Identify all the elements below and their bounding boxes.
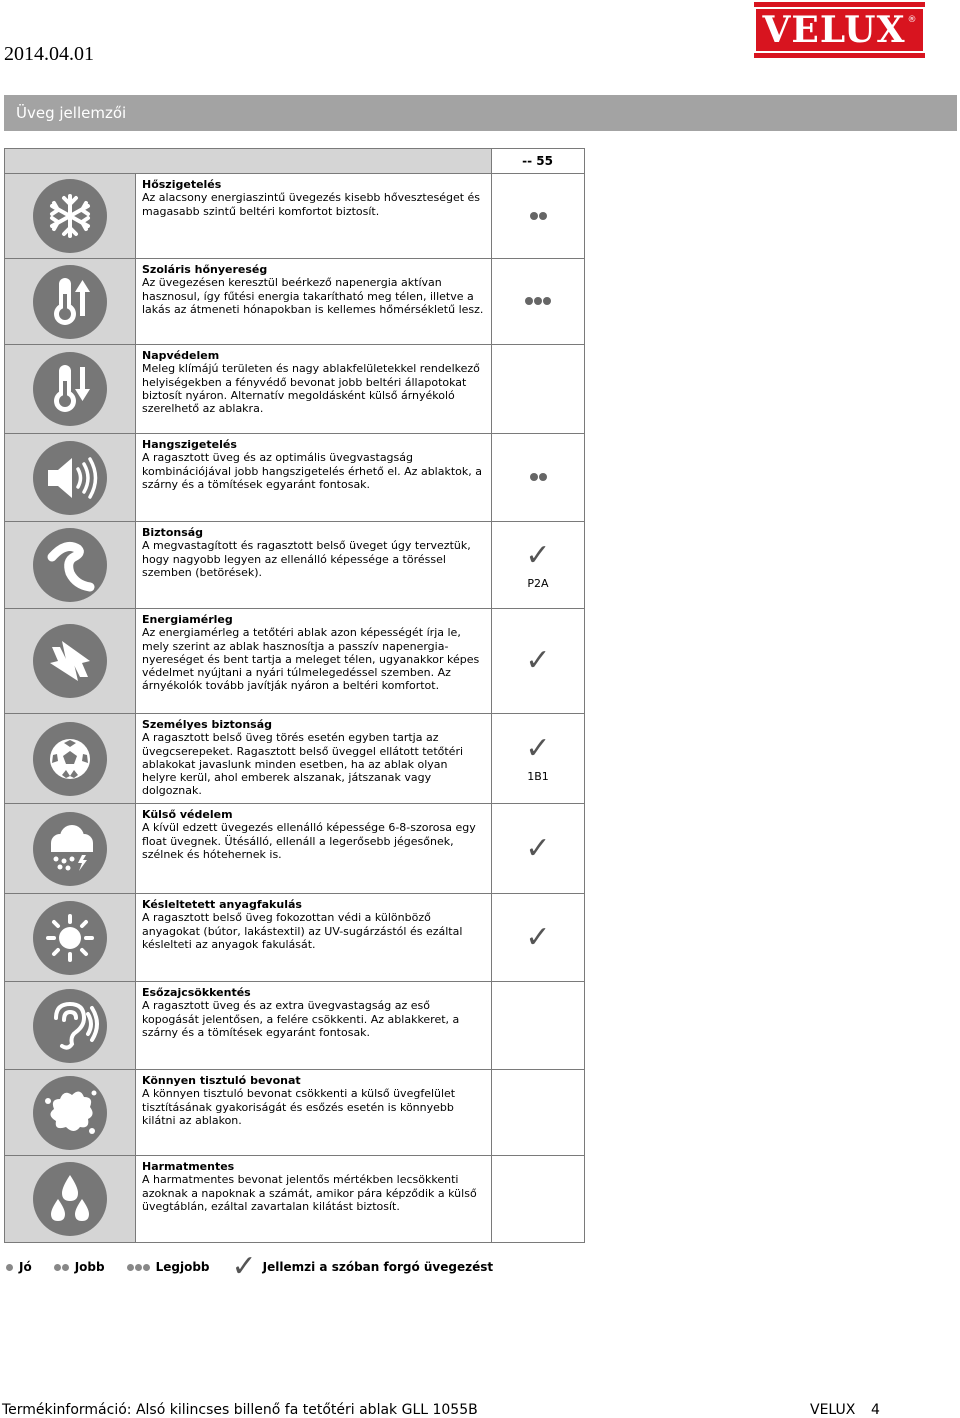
velux-logo: [754, 2, 925, 58]
logo-registered-mark: ®: [907, 15, 917, 25]
rating-check: [492, 919, 584, 955]
feature-rating-cell: [492, 714, 585, 804]
footer-product-info: Termékinformáció: Alsó kilincses billenő fa tetőtéri ablak GLL 1055B: [2, 1402, 478, 1418]
section-title: Üveg jellemzői: [16, 104, 127, 122]
feature-description-cell: [136, 982, 492, 1070]
feature-text: A megvastagított és ragasztott belső üveget úgy terveztük, hogy nagyobb legyen az ellenálló képessége a töréssel szemben (betörések).: [142, 539, 471, 579]
dot: [525, 297, 533, 305]
check-icon: ✓: [525, 830, 551, 866]
table-row: [5, 259, 585, 345]
dot: [530, 473, 538, 481]
feature-title: Könnyen tisztuló bevonat: [142, 1074, 301, 1087]
feature-text: A könnyen tisztuló bevonat csökkenti a külső üvegfelület tisztításának gyakoriságát és esőzés esetén is könnyebb kilátni az ablakon.: [142, 1087, 456, 1127]
feature-title: Biztonság: [142, 526, 204, 539]
table-row: [5, 1070, 585, 1156]
feature-title: Hangszigetelés: [142, 438, 237, 451]
feature-text: A ragasztott belső üveg törés esetén egyben tartja az üvegcserepeket. Ragasztott belső üveggel ellátott tetőtéri ablakokat javaslunk minden esetben, ha az ablak olyan helyre kerül, ahol emberek alszanak, játszanak vagy dolgoznak.: [142, 731, 464, 798]
rating-dots: [530, 473, 547, 481]
splash-icon: [5, 1075, 135, 1151]
hail-cloud-icon: [5, 811, 135, 887]
feature-description-cell: [136, 345, 492, 434]
check-icon: ✓: [525, 919, 551, 955]
feature-description-cell: [136, 804, 492, 894]
feature-icon-cell: [5, 1070, 136, 1156]
feature-rating-cell: [492, 609, 585, 714]
dot: [135, 1264, 142, 1271]
rating-check: [492, 643, 584, 678]
feature-rating-cell: [492, 174, 585, 259]
footer-brand: VELUX: [810, 1402, 856, 1418]
thermometer-down-icon: [5, 351, 135, 427]
legend-better-label: Jobb: [74, 1260, 105, 1274]
feature-text: Az alacsony energiaszintű üvegezés kisebb hőveszteséget és magasabb szintű beltéri komfortot biztosít.: [142, 191, 481, 218]
feature-rating-cell: [492, 982, 585, 1070]
glass-features-table: [4, 148, 585, 1243]
feature-icon-cell: [5, 522, 136, 609]
feature-title: Energiamérleg: [142, 613, 233, 626]
section-header-bar: [4, 95, 957, 131]
feature-rating-cell: [492, 804, 585, 894]
sun-icon: [5, 900, 135, 976]
dot: [54, 1264, 61, 1271]
legend-best-label: Legjobb: [155, 1260, 210, 1274]
feature-title: Hőszigetelés: [142, 178, 222, 191]
legend-check: [231, 1249, 494, 1284]
feature-title: Késleltetett anyagfakulás: [142, 898, 302, 911]
feature-icon-cell: [5, 894, 136, 982]
column-header-product: -- 55: [492, 149, 585, 174]
dot: [539, 473, 547, 481]
table-row: [5, 804, 585, 894]
feature-icon-cell: [5, 714, 136, 804]
feature-title: Esőzajcsökkentés: [142, 986, 251, 999]
dot: [543, 297, 551, 305]
table-row: [5, 174, 585, 259]
feature-text: A ragasztott belső üveg fokozottan védi a különböző anyagokat (bútor, lakástextil) az UV-sugárzástól és ezáltal késlelteti az anyagok fakulását.: [142, 911, 463, 951]
legend-best: [127, 1260, 210, 1274]
table-row: [5, 434, 585, 522]
thermometer-up-icon: [5, 264, 135, 340]
rating-legend: [6, 1249, 515, 1284]
feature-text: A kívül edzett üvegezés ellenálló képessége 6-8-szorosa egy float üvegnek. Ütésálló, ellenáll a legerősebb jégesőnek, szélnek és hótehernek is.: [142, 821, 476, 861]
dot: [143, 1264, 150, 1271]
rating-check: [492, 830, 584, 866]
feature-text: Meleg klímájú területen és nagy ablakfelületekkel rendelkező helyiségekben a fényvédő bevonat jobb beltéri állapotokat biztosít nyáron. Alternatív megoldásként külső árnyékoló szerelhető az ablakra.: [142, 362, 480, 416]
feature-description-cell: [136, 522, 492, 609]
feature-title: Harmatmentes: [142, 1160, 235, 1173]
feature-rating-cell: [492, 345, 585, 434]
feature-rating-cell: [492, 259, 585, 345]
feature-icon-cell: [5, 1156, 136, 1243]
feature-text: A harmatmentes bevonat jelentős mértékben lecsökkenti azoknak a napoknak a számát, amikor pára képződik a külső üvegtáblán, ezáltal zavartalan kilátást biztosít.: [142, 1173, 477, 1213]
feature-title: Személyes biztonság: [142, 718, 273, 731]
feature-icon-cell: [5, 174, 136, 259]
feature-icon-cell: [5, 982, 136, 1070]
feature-description-cell: [136, 609, 492, 714]
legend-better: [54, 1260, 105, 1274]
footer-page-number: 4: [871, 1402, 880, 1418]
table-row: [5, 982, 585, 1070]
feature-rating-cell: [492, 894, 585, 982]
drops-icon: [5, 1161, 135, 1237]
table-row: [5, 345, 585, 434]
check-icon: ✓: [231, 1249, 257, 1284]
feature-title: Külső védelem: [142, 808, 233, 821]
feature-description-cell: [136, 174, 492, 259]
logo-text: VELUX: [762, 9, 906, 51]
crowbar-icon: [5, 527, 135, 603]
snowflake-icon: [5, 178, 135, 254]
legend-best-dots: [127, 1264, 150, 1271]
rating-dots: [530, 212, 547, 220]
feature-title: Napvédelem: [142, 349, 220, 362]
feature-text: Az üvegezésen keresztül beérkező napenergia aktívan hasznosul, így fűtési energia takarítható meg télen, illetve a lakás az átmeneti hónapokban is kellemes hőmérsékletű lesz.: [142, 276, 484, 316]
feature-rating-cell: [492, 434, 585, 522]
dot: [62, 1264, 69, 1271]
feature-description-cell: [136, 894, 492, 982]
dot: [127, 1264, 134, 1271]
table-row: [5, 894, 585, 982]
feature-text: A ragasztott üveg és az extra üvegvastagság az eső kopogását jelentősen, a felére csökkenti. Az ablakkeret, a szárny és a tömítések egyaránt fontosak.: [142, 999, 460, 1039]
table-header-blank: [5, 149, 492, 174]
table-row: [5, 714, 585, 804]
rating-dots: [525, 297, 551, 305]
feature-icon-cell: [5, 345, 136, 434]
feature-rating-cell: [492, 522, 585, 609]
legend-good-label: Jó: [19, 1260, 32, 1274]
feature-text: A ragasztott üveg és az optimális üvegvastagság kombinációjával jobb hangszigetelés érhető el. Az ablaktok, a szárny és a tömítések egyaránt fontosak.: [142, 451, 482, 491]
table-header-row: [5, 149, 585, 174]
feature-description-cell: [136, 714, 492, 804]
table-row: [5, 609, 585, 714]
feature-description-cell: [136, 434, 492, 522]
rating-check: [492, 537, 584, 590]
feature-text: Az energiamérleg a tetőtéri ablak azon képességét írja le, mely szerint az ablak hasznosítja a passzív napenergia-nyereséget és bent tartja a meleget télen, ugyanakkor képes védelmet nyújtani a nyári túlmelegedéssel szemben. Az árnyékolók tovább javítják nyáron a beltéri komfortot.: [142, 626, 480, 693]
document-date: 2014.04.01: [4, 43, 94, 65]
legend-good-dots: [6, 1264, 13, 1271]
feature-icon-cell: [5, 609, 136, 714]
speaker-icon: [5, 440, 135, 516]
energy-arrows-icon: [5, 623, 135, 699]
rating-label: 1B1: [527, 770, 549, 783]
football-icon: [5, 721, 135, 797]
check-icon: ✓: [525, 643, 551, 678]
feature-description-cell: [136, 259, 492, 345]
logo-frame: [754, 7, 924, 53]
feature-description-cell: [136, 1070, 492, 1156]
rating-label: P2A: [527, 576, 549, 590]
check-icon: ✓: [525, 537, 551, 573]
legend-check-label: Jellemzi a szóban forgó üvegezést: [262, 1260, 494, 1274]
feature-icon-cell: [5, 259, 136, 345]
feature-icon-cell: [5, 804, 136, 894]
table-row: [5, 1156, 585, 1243]
dot: [539, 212, 547, 220]
rating-check: [492, 731, 584, 783]
table-row: [5, 522, 585, 609]
feature-icon-cell: [5, 434, 136, 522]
dot: [534, 297, 542, 305]
feature-rating-cell: [492, 1156, 585, 1243]
legend-good: [6, 1260, 32, 1274]
feature-title: Szoláris hőnyereség: [142, 263, 268, 276]
legend-better-dots: [54, 1264, 69, 1271]
dot: [6, 1264, 13, 1271]
dot: [530, 212, 538, 220]
check-icon: ✓: [525, 731, 551, 766]
ear-icon: [5, 988, 135, 1064]
feature-rating-cell: [492, 1070, 585, 1156]
feature-description-cell: [136, 1156, 492, 1243]
